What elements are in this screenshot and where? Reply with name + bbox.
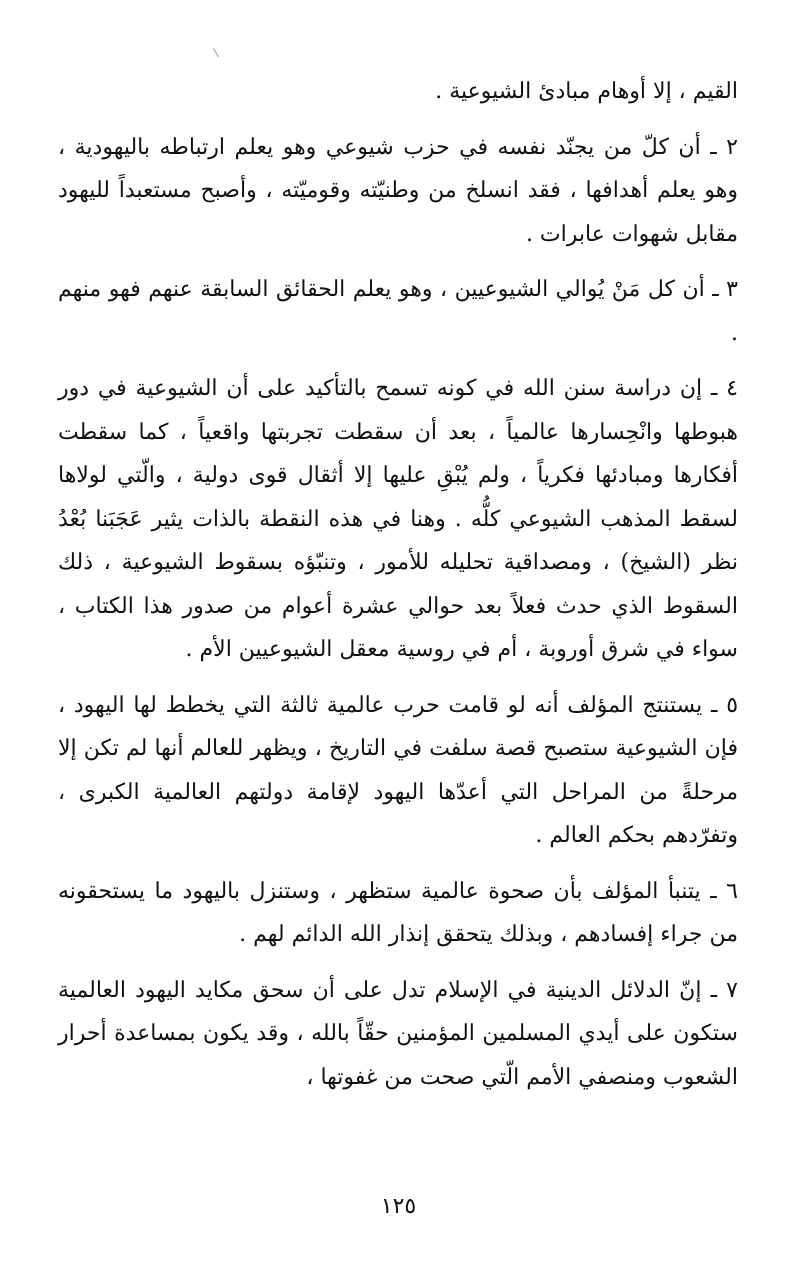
paragraph-point-3: ٣ ـ أن كل مَنْ يُوالي الشيوعيين ، وهو يعلم الحقائق السابقة عنهم فهو منهم . — [58, 277, 738, 346]
paragraph-point-2: ٢ ـ أن كلّ من يجنّد نفسه في حزب شيوعي وهو يعلم ارتباطه باليهودية ، وهو يعلم أهدافها ، فقد انسلخ من وطنيّته وقوميّته ، وأصبح مستعبداً لليهود مقابل شهوات عابرات . — [58, 134, 738, 247]
paragraph-point-4: ٤ ـ إن دراسة سنن الله في كونه تسمح بالتأكيد على أن الشيوعية في دور هبوطها وانْحِسارها عالمياً ، بعد أن سقطت تجربتها واقعياً ، كما سقطت أفكارها ومبادئها فكرياً ، ولم يُبْقِ عليها إلا أثقال قوى دولية ، والّتي لولاها لسقط المذهب الشيوعي كلُّه . وهنا في هذه النقطة بالذات يثير عَجَبَنا بُعْدُ نظر (الشيخ) ، ومصداقية تحليله للأمور ، وتنبّؤه بسقوط الشيوعية ، ذلك السقوط الذي حدث فعلاً بعد حوالي عشرة أعوام من صدور هذا الكتاب ، سواء في شرق أوروبة ، أم في روسية معقل الشيوعيين الأم . — [58, 376, 738, 662]
paragraph-continuation: القيم ، إلا أوهام مبادئ الشيوعية . — [435, 79, 738, 104]
page-body — [58, 70, 738, 1180]
paragraph-point-6: ٦ ـ يتنبأ المؤلف بأن صحوة عالمية ستظهر ، وستنزل باليهود ما يستحقونه من جراء إفسادهم ، وبذلك يتحقق إنذار الله الدائم لهم . — [58, 878, 738, 947]
paragraph-point-5: ٥ ـ يستنتج المؤلف أنه لو قامت حرب عالمية ثالثة التي يخطط لها اليهود ، فإن الشيوعية ستصبح قصة سلفت في التاريخ ، ويظهر للعالم أنها لم تكن إلا مرحلةً من المراحل التي أعدّها اليهود لإقامة دولتهم العالمية الكبرى ، وتفرّدهم بحكم العالم . — [58, 692, 739, 848]
scan-speck — [213, 45, 224, 57]
page-number: ١٢٥ — [380, 1194, 417, 1219]
paragraph-point-7: ٧ ـ إنّ الدلائل الدينية في الإسلام تدل على أن سحق مكايد اليهود العالمية ستكون على أيدي المسلمين المؤمنين حقّاً بالله ، وقد يكون بمساعدة أحرار الشعوب ومنصفي الأمم الّتي صحت من غفوتها ، — [58, 977, 738, 1090]
